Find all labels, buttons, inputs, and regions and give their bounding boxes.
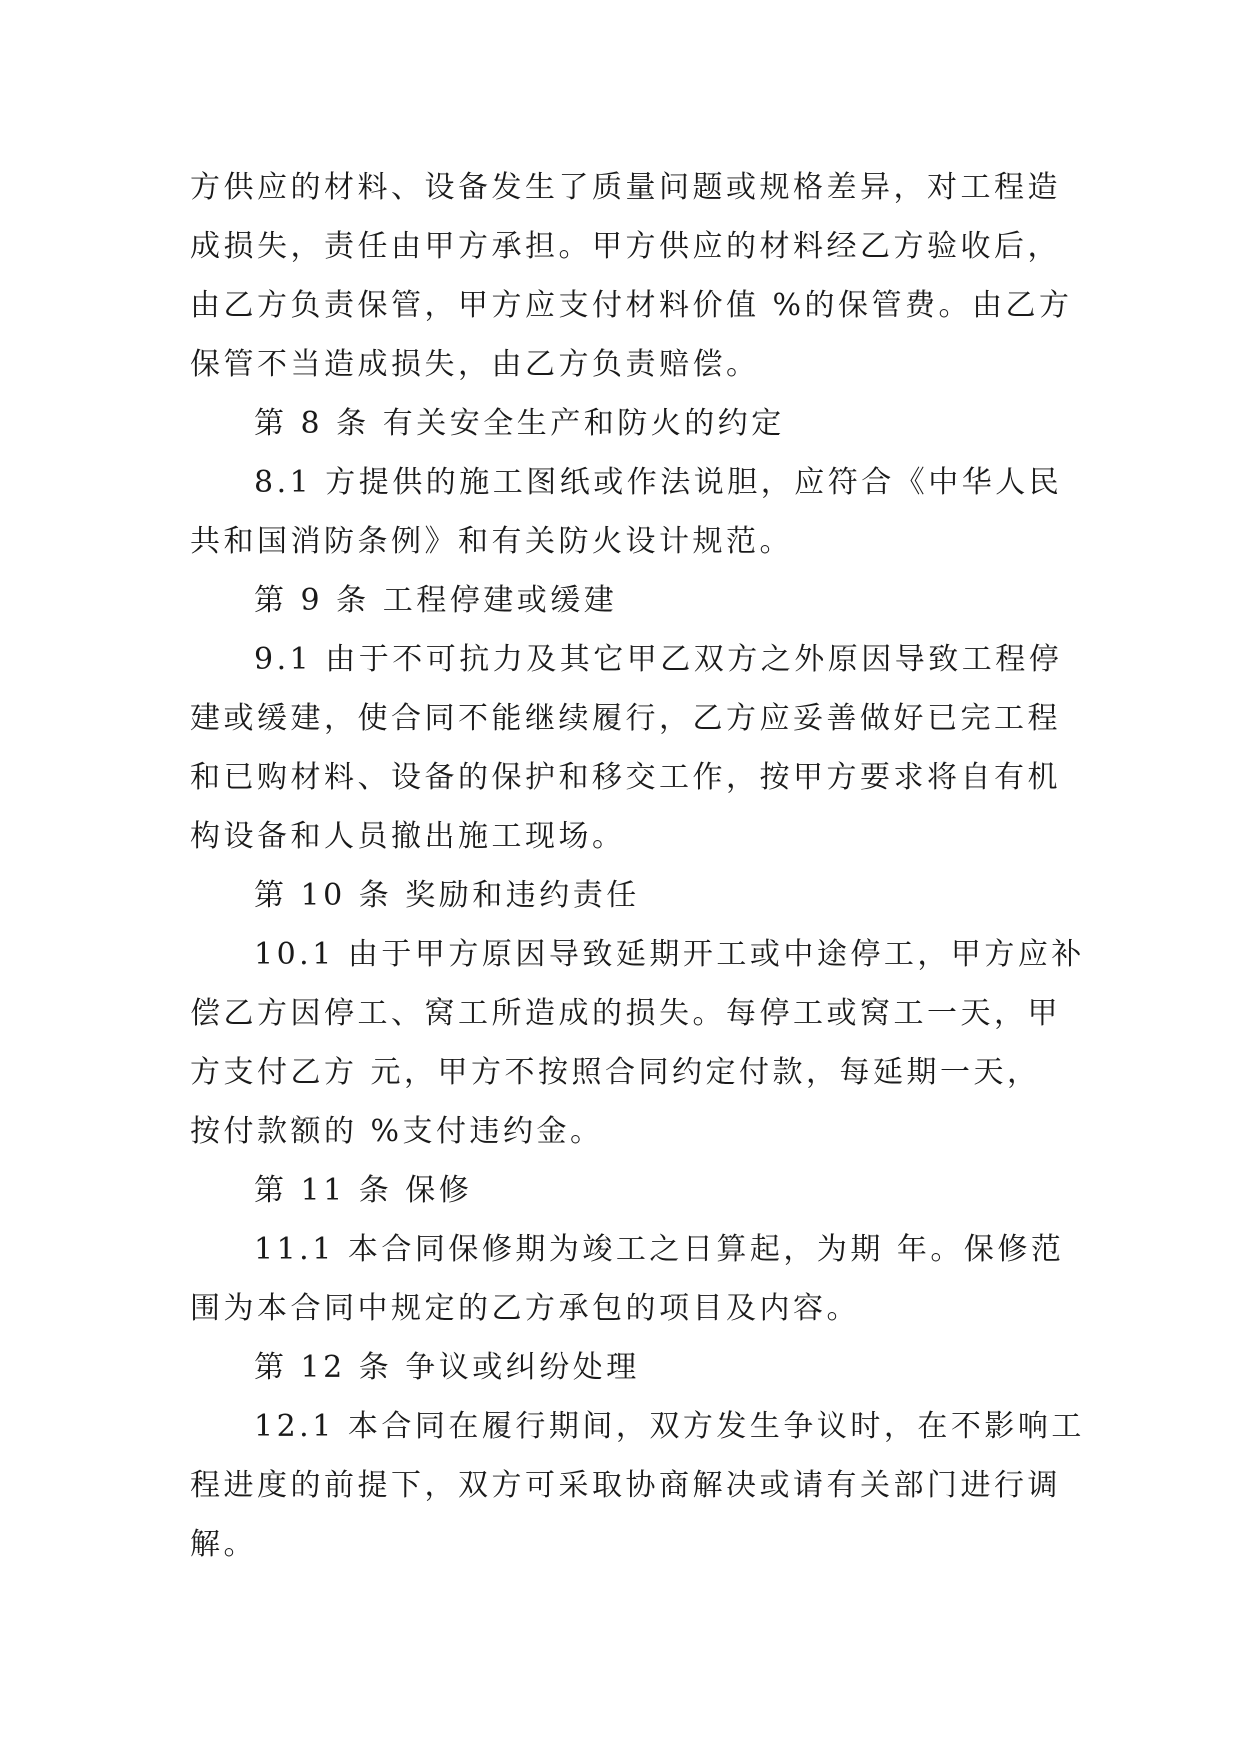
clause-10-1-line: 方支付乙方 元，甲方不按照合同约定付款，每延期一天，: [190, 1055, 1041, 1090]
clause-10-1-line: 10.1 由于甲方原因导致延期开工或中途停工，甲方应补: [254, 937, 1085, 972]
clause-12-1-line: 程进度的前提下，双方可采取协商解决或请有关部门进行调: [190, 1468, 1061, 1503]
clause-12-1-line: 12.1 本合同在履行期间，双方发生争议时，在不影响工: [254, 1409, 1085, 1444]
paragraph-line: 成损失，责任由甲方承担。甲方供应的材料经乙方验收后，: [190, 229, 1061, 264]
clause-8-1-line: 8.1 方提供的施工图纸或作法说胆，应符合《中华人民: [254, 465, 1063, 500]
clause-9-1-line: 建或缓建，使合同不能继续履行，乙方应妥善做好已完工程: [190, 701, 1061, 736]
paragraph-line: 方供应的材料、设备发生了质量问题或规格差异，对工程造: [190, 170, 1061, 205]
paragraph-line: 保管不当造成损失，由乙方负责赔偿。: [190, 347, 760, 382]
article-9-heading: 第 9 条 工程停建或缓建: [254, 583, 618, 618]
clause-11-1-line: 围为本合同中规定的乙方承包的项目及内容。: [190, 1291, 860, 1326]
clause-10-1-line: 偿乙方因停工、窝工所造成的损失。每停工或窝工一天，甲: [190, 996, 1061, 1031]
article-8-heading: 第 8 条 有关安全生产和防火的约定: [254, 406, 785, 441]
clause-11-1-line: 11.1 本合同保修期为竣工之日算起，为期 年。保修范: [254, 1232, 1065, 1267]
clause-10-1-line: 按付款额的 %支付违约金。: [190, 1114, 604, 1149]
article-12-heading: 第 12 条 争议或纠纷处理: [254, 1350, 640, 1385]
article-10-heading: 第 10 条 奖励和违约责任: [254, 878, 640, 913]
clause-12-1-line: 解。: [190, 1527, 257, 1562]
clause-9-1-line: 9.1 由于不可抗力及其它甲乙双方之外原因导致工程停: [254, 642, 1063, 677]
paragraph-line: 由乙方负责保管，甲方应支付材料价值 %的保管费。由乙方: [190, 288, 1073, 323]
clause-8-1-line: 共和国消防条例》和有关防火设计规范。: [190, 524, 793, 559]
document-body: [190, 158, 1085, 1574]
clause-9-1-line: 和已购材料、设备的保护和移交工作，按甲方要求将自有机: [190, 760, 1061, 795]
article-11-heading: 第 11 条 保修: [254, 1173, 473, 1208]
clause-9-1-line: 构设备和人员撤出施工现场。: [190, 819, 626, 854]
